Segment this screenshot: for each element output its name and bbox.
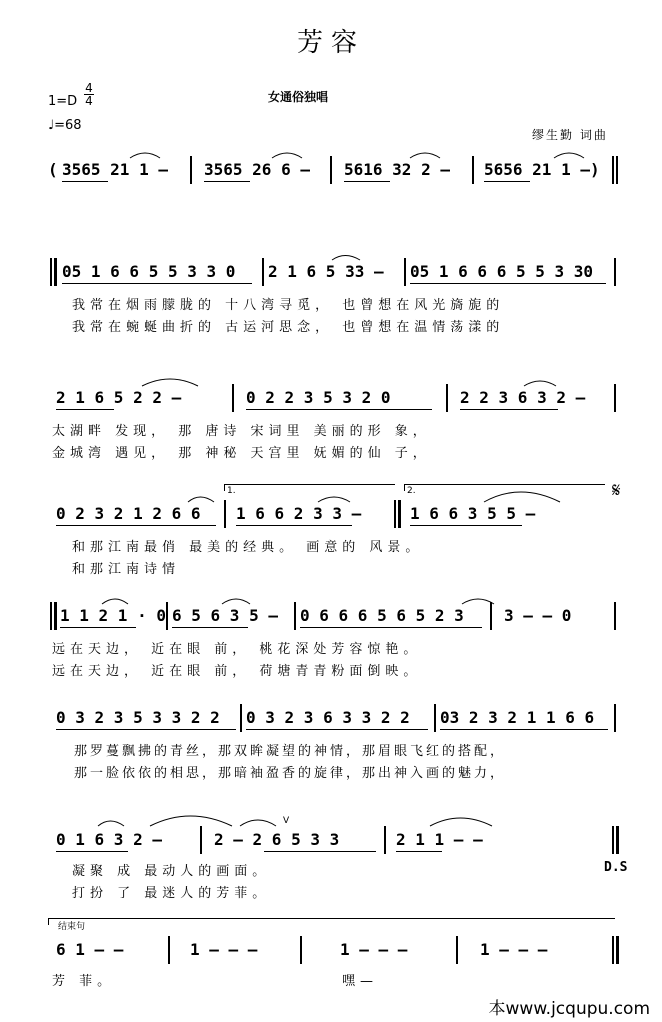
slur (332, 256, 360, 261)
volta-2-label: 2. (407, 486, 416, 496)
measure: 0 2 3 2 1 2 6 6 (56, 504, 201, 523)
intro-measure-1: 3565 21 1 – (62, 160, 168, 179)
slur (272, 153, 302, 158)
lyrics-verse-2: 那一脸依依的相思，那暗袖盈香的旋律，那出神入画的魅力， (74, 766, 507, 781)
quarter-note-icon: ♩ (48, 118, 55, 133)
composer-credit: 缪生勤 词曲 (532, 128, 608, 142)
lyrics-verse-1: 凝聚 成 最动人的画面。 (72, 864, 271, 879)
measure: 1 – – – (340, 940, 408, 959)
measure: 6 1 – – (56, 940, 124, 959)
measure: 6 5 6 3 5 – (172, 606, 278, 625)
intro-measure-3: 5616 32 2 – (344, 160, 450, 179)
measure: 2 1 1 – – (396, 830, 483, 849)
lyrics-verse-1: 和那江南最俏 最美的经典。 画意的 风景。 (72, 540, 424, 555)
tempo-value: =68 (54, 118, 82, 133)
measure: 0 2 2 3 5 3 2 0 (246, 388, 391, 407)
slur (222, 599, 250, 604)
slur (462, 599, 494, 604)
measure: 2 2 3 6 3 2 – (460, 388, 586, 407)
lyrics-verse-1: 远在天边， 近在眼 前， 桃花深处芳容惊艳。 (52, 642, 422, 657)
dal-segno-marking: D.S (604, 860, 628, 875)
slur (102, 599, 128, 604)
key-signature: 1=D (48, 94, 78, 109)
measure: 1 – – – (480, 940, 548, 959)
measure: 0 6 6 6 5 6 5 2 3 (300, 606, 464, 625)
measure: 0 3 2 3 6 3 3 2 2 (246, 708, 410, 727)
measure: 0 1 6 3 2 – (56, 830, 162, 849)
measure: 2 1 6 5 33 – (268, 262, 384, 281)
measure: 1 6 6 3 5 5 – (410, 504, 536, 523)
time-sig-bottom: 4 (85, 94, 93, 108)
lyrics-verse-2: 金城湾 遇见， 那 神秘 天宫里 妩媚的仙 子， (52, 446, 431, 461)
slur (240, 820, 276, 826)
slur (150, 816, 232, 826)
slur (410, 153, 440, 158)
ending-lyrics: 芳 菲。 (52, 974, 116, 989)
lyrics-verse-1: 那罗蔓飘拂的青丝，那双眸凝望的神情，那眉眼飞红的搭配， (74, 744, 507, 759)
measure: 1 1 2 1 · 0 (60, 606, 166, 625)
measure: 3 – – 0 (504, 606, 572, 625)
slur (554, 153, 584, 158)
lyrics-verse-2: 打扮 了 最迷人的芳菲。 (72, 886, 271, 901)
time-sig-top: 4 (85, 81, 93, 95)
lyrics-verse-1: 太湖畔 发现， 那 唐诗 宋词里 美丽的形 象， (52, 424, 431, 439)
measure: 2 – 2 6 5 3 3 (214, 830, 340, 849)
volta-1-label: 1. (227, 486, 236, 496)
performance-type: 女通俗独唱 (268, 90, 329, 104)
breath-mark: V (283, 816, 290, 826)
slur (98, 821, 124, 826)
lyrics-verse-2: 远在天边， 近在眼 前， 荷塘青青粉面倒映。 (52, 664, 422, 679)
source-watermark: 本www.jcqupu.com (488, 999, 650, 1019)
slur (524, 381, 556, 386)
measure: 03 2 3 2 1 1 6 6 (440, 708, 595, 727)
lyrics-verse-2: 和那江南诗情 (72, 562, 181, 577)
intro-measure-2: 3565 26 6 – (204, 160, 310, 179)
segno-icon: 𝄋 (612, 478, 621, 502)
measure: 05 1 6 6 6 5 5 3 30 (410, 262, 594, 281)
lyrics-verse-2: 我常在蜿蜒曲折的 古运河思念， 也曾想在温情荡漾的 (72, 320, 505, 335)
ending-label: 结束句 (58, 922, 86, 932)
intro-measure-4: 5656 21 1 –) (484, 160, 600, 179)
slur (130, 153, 160, 158)
measure: 1 – – – (190, 940, 258, 959)
slur (484, 492, 560, 502)
measure: 2 1 6 5 2 2 – (56, 388, 182, 407)
ending-exclamation: 嘿— (342, 974, 379, 989)
slur (430, 818, 492, 826)
slur (318, 497, 350, 502)
measure: 0 3 2 3 5 3 3 2 2 (56, 708, 220, 727)
slur (142, 379, 198, 386)
lyrics-verse-1: 我常在烟雨朦胧的 十八湾寻觅， 也曾想在风光旖旎的 (72, 298, 505, 313)
measure: 05 1 6 6 5 5 3 3 0 (62, 262, 236, 281)
measure: 1 6 6 2 3 3 – (236, 504, 362, 523)
slur (188, 497, 214, 502)
intro-open-paren: ( (48, 160, 58, 179)
song-title: 芳容 (296, 28, 365, 58)
